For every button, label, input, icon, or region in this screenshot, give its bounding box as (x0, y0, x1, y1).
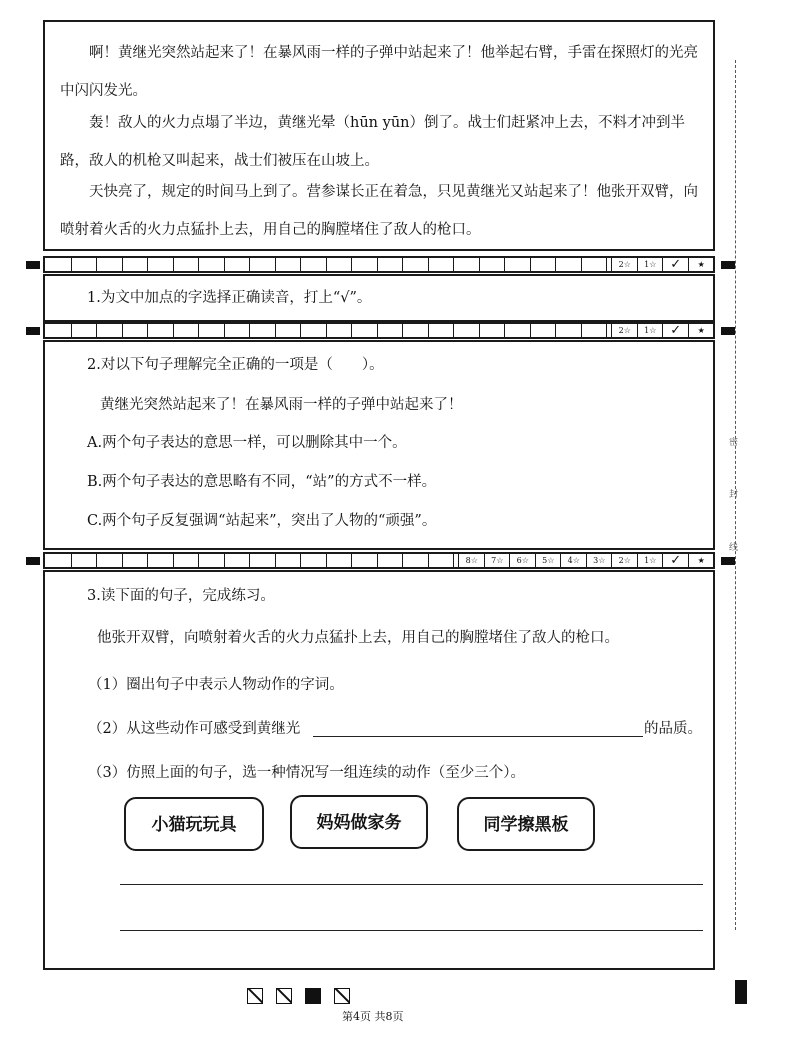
question-2-option-b: B.两个句子表达的意思略有不同，“站”的方式不一样。 (87, 474, 437, 490)
alignment-marker (26, 327, 40, 335)
omr-square (247, 988, 263, 1004)
score-grid-cell (300, 554, 301, 567)
question-1-text: 1.为文中加点的字选择正确读音，打上“√”。 (87, 290, 372, 306)
score-label-cell[interactable]: 2☆ (611, 324, 638, 337)
score-grid-cell (173, 258, 174, 271)
score-label-cell[interactable]: 2☆ (611, 554, 638, 567)
score-label-cell[interactable]: ✓ (662, 258, 689, 271)
score-grid-cell (606, 324, 607, 337)
score-grid-cell (504, 324, 505, 337)
score-bar-2 (43, 322, 715, 339)
score-grid-cell (351, 554, 352, 567)
alignment-marker (26, 557, 40, 565)
score-grid-cell (224, 258, 225, 271)
question-3-sub1: （1）圈出句子中表示人物动作的字词。 (88, 677, 344, 693)
score-grid-cell (402, 324, 403, 337)
alignment-marker (26, 261, 40, 269)
omr-square (334, 988, 350, 1004)
score-label-cell[interactable]: ✓ (662, 554, 689, 567)
score-grid-cell (71, 324, 72, 337)
score-grid-cell (275, 324, 276, 337)
score-grid-cell (377, 554, 378, 567)
score-grid-cell (453, 554, 454, 567)
score-label-cell[interactable]: ★ (688, 324, 715, 337)
score-grid-cell (173, 324, 174, 337)
score-grid-cell (224, 554, 225, 567)
question-3-sub2-suffix: 的品质。 (644, 721, 702, 737)
score-grid-cell (122, 258, 123, 271)
score-label-cell[interactable]: 4☆ (560, 554, 587, 567)
question-3-sentence: 他张开双臂，向喷射着火舌的火力点猛扑上去，用自己的胸膛堵住了敌人的枪口。 (97, 630, 619, 646)
score-label-cell[interactable]: 1☆ (637, 324, 664, 337)
score-grid-cell (530, 324, 531, 337)
score-grid-cell (581, 258, 582, 271)
question-2-stem: 2.对以下句子理解完全正确的一项是（ ）。 (87, 357, 384, 373)
score-bar-1 (43, 256, 715, 273)
question-3-sub3: （3）仿照上面的句子，选一种情况写一组连续的动作（至少三个）。 (88, 765, 525, 781)
score-grid-cell (428, 324, 429, 337)
score-grid-cell (71, 258, 72, 271)
score-grid-cell (377, 324, 378, 337)
question-2-option-c: C.两个句子反复强调“站起来”，突出了人物的“顽强”。 (87, 513, 437, 529)
score-label-cell[interactable]: 3☆ (586, 554, 613, 567)
score-grid-cell (581, 324, 582, 337)
topic-option-cat[interactable]: 小猫玩玩具 (124, 797, 264, 851)
score-grid-cell (249, 324, 250, 337)
score-grid-cell (402, 554, 403, 567)
score-grid-cell (555, 258, 556, 271)
score-grid-cell (198, 324, 199, 337)
topic-option-classmate[interactable]: 同学擦黑板 (457, 797, 595, 851)
score-grid-cell (147, 258, 148, 271)
score-grid-cell (479, 324, 480, 337)
score-grid-cell (555, 324, 556, 337)
score-grid-cell (351, 258, 352, 271)
alignment-marker (721, 261, 735, 269)
score-label-cell[interactable]: 8☆ (458, 554, 485, 567)
passage-paragraph-2: 轰！敌人的火力点塌了半边，黄继光晕（hūn yūn）倒了。战士们赶紧冲上去，不料才冲到半路，敌人的机枪又叫起来，战士们被压在山坡上。 (60, 115, 685, 169)
score-grid-cell (122, 324, 123, 337)
score-label-cell[interactable]: 1☆ (637, 554, 664, 567)
score-grid-cell (504, 258, 505, 271)
score-grid-cell (428, 554, 429, 567)
score-grid-cell (147, 324, 148, 337)
seal-label-2: 封 (729, 490, 739, 500)
score-grid-cell (377, 258, 378, 271)
page-number: 第4页 共8页 (342, 1010, 404, 1023)
score-grid-cell (300, 324, 301, 337)
score-grid-cell (147, 554, 148, 567)
score-grid-cell (122, 554, 123, 567)
score-grid-cell (275, 258, 276, 271)
score-grid-cell (326, 324, 327, 337)
score-label-cell[interactable]: ★ (688, 258, 715, 271)
score-grid-cell (249, 554, 250, 567)
score-grid-cell (224, 324, 225, 337)
score-grid-cell (96, 554, 97, 567)
score-grid-cell (428, 258, 429, 271)
score-grid-cell (530, 258, 531, 271)
passage-paragraph-1: 啊！黄继光突然站起来了！在暴风雨一样的子弹中站起来了！他举起右臂，手雷在探照灯的光亮中闪闪发光。 (60, 45, 698, 99)
score-grid-cell (326, 258, 327, 271)
omr-square-filled (305, 988, 321, 1004)
score-label-cell[interactable]: 6☆ (509, 554, 536, 567)
score-label-cell[interactable]: 5☆ (535, 554, 562, 567)
score-grid-cell (96, 324, 97, 337)
score-label-cell[interactable]: ✓ (662, 324, 689, 337)
score-grid-cell (402, 258, 403, 271)
score-grid-cell (453, 324, 454, 337)
topic-option-mom[interactable]: 妈妈做家务 (290, 795, 428, 849)
seal-label-3: 线 (729, 543, 739, 553)
score-grid-cell (479, 258, 480, 271)
score-grid-cell (71, 554, 72, 567)
score-label-cell[interactable]: ★ (688, 554, 715, 567)
score-grid-cell (198, 554, 199, 567)
score-label-cell[interactable]: 2☆ (611, 258, 638, 271)
score-grid-cell (606, 258, 607, 271)
passage-paragraph-3: 天快亮了，规定的时间马上到了。营参谋长正在着急，只见黄继光又站起来了！他张开双臂，向喷射着火舌的火力点猛扑上去，用自己的胸膛堵住了敌人的枪口。 (60, 184, 698, 238)
question-3-title: 3.读下面的句子，完成练习。 (87, 588, 275, 604)
question-2-option-a: A.两个句子表达的意思一样，可以删除其中一个。 (87, 435, 407, 451)
score-grid-cell (351, 324, 352, 337)
answer-line-2[interactable] (120, 930, 703, 931)
alignment-marker (721, 327, 735, 335)
seal-label-1: 密 (729, 438, 739, 448)
corner-marker (735, 980, 747, 1004)
omr-square (276, 988, 292, 1004)
score-label-cell[interactable]: 7☆ (484, 554, 511, 567)
score-grid-cell (300, 258, 301, 271)
answer-blank[interactable] (313, 736, 643, 737)
question-3-sub2-prefix: （2）从这些动作可感受到黄继光 (88, 721, 301, 737)
score-grid-cell (326, 554, 327, 567)
score-grid-cell (96, 258, 97, 271)
answer-line-1[interactable] (120, 884, 703, 885)
score-grid-cell (173, 554, 174, 567)
score-grid-cell (453, 258, 454, 271)
alignment-marker (721, 557, 735, 565)
score-grid-cell (249, 258, 250, 271)
score-label-cell[interactable]: 1☆ (637, 258, 664, 271)
score-grid-cell (275, 554, 276, 567)
score-grid-cell (198, 258, 199, 271)
question-2-sentence: 黄继光突然站起来了！在暴风雨一样的子弹中站起来了！ (100, 397, 463, 413)
score-bar-3 (43, 552, 715, 569)
